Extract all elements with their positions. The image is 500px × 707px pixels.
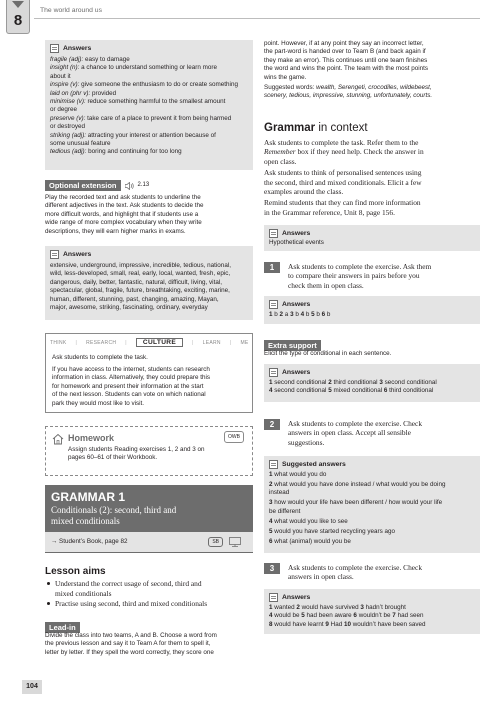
students-book-ref: → Student’s Book, page 82 <box>51 538 128 545</box>
answer-value: how would your life have been different / how would your life <box>274 499 443 507</box>
homework-line: Assign students Reading exercises 1, 2 and 3 on <box>68 446 205 453</box>
answers-definitions-panel <box>45 40 253 170</box>
answer-number: 2 <box>279 311 285 318</box>
answer-number: 3 <box>360 604 366 611</box>
answer-number: 4 <box>269 612 275 620</box>
exercise-2-line: suggestions. <box>288 437 325 447</box>
grammar-context-paragraph-3 <box>264 198 480 217</box>
tab-research: RESEARCH <box>86 339 117 346</box>
adjectives-list <box>50 262 248 312</box>
suggested-answer-line <box>269 481 475 489</box>
lead-in-continued-line: wins the game. <box>264 73 307 81</box>
answers-heading <box>269 460 475 469</box>
definition-text: easy to damage <box>85 56 130 63</box>
definition-row <box>50 98 248 106</box>
answers-heading <box>269 229 475 238</box>
audio-speaker-icon <box>125 182 134 190</box>
suggested-answer-line <box>269 518 475 526</box>
culture-line: for homework and present their information at the start <box>52 382 204 390</box>
exercise-1-number: 1 <box>264 262 280 273</box>
optional-extension-title: Optional extension <box>45 180 121 191</box>
exercise-2-line: Ask students to complete the exercise. Check <box>288 419 423 428</box>
definition-term: tedious (adj): <box>50 148 89 156</box>
answer-value: third conditional <box>389 387 434 395</box>
grammar-context-line-rest: box if they need help. Check the answer in <box>295 147 424 157</box>
culture-box <box>45 333 253 413</box>
answer-number: 4 <box>269 387 275 395</box>
lead-in-continued-line: the word and wins the point. The team with the most points <box>264 65 429 73</box>
answers-row <box>269 612 475 620</box>
exercise-2-number: 2 <box>264 419 280 430</box>
exercise-2-line: answers in open class. Accept all sensible <box>288 428 411 438</box>
presentation-icon <box>229 537 241 547</box>
answers-icon <box>50 44 59 53</box>
exercise-3-line: answers in open class. <box>288 572 354 582</box>
definition-term: striking (adj): <box>50 131 88 139</box>
answer-value: second conditional <box>384 379 437 386</box>
adjectives-line: major, awesome, striking, fascinating, ordinary, everyday <box>50 304 208 312</box>
answer-number: 1 <box>269 311 275 318</box>
exercise-1-text <box>288 262 431 290</box>
tab-culture: CULTURE <box>136 338 183 347</box>
lead-in-line: letter by letter. If they spell the word correctly, they score one <box>45 648 214 656</box>
exercise-3-number: 3 <box>264 563 280 574</box>
answer-value: second conditional <box>274 379 329 386</box>
answer-value: b <box>295 311 301 318</box>
answer-value: what would you have done instead / what would you be doing <box>274 481 446 488</box>
answer-value: would be <box>274 612 302 620</box>
tab-me: ME <box>240 339 249 346</box>
definition-row <box>50 81 248 89</box>
adjectives-line: dangerous, daily, better, fantastic, natural, difficult, living, vital, <box>50 278 222 286</box>
definition-text: a chance to understand something or learn more <box>81 64 217 72</box>
homework-line: pages 60–61 of their Workbook. <box>68 454 158 462</box>
answer-value: third conditional <box>333 379 380 386</box>
answer-number: 1 <box>269 471 275 478</box>
suggested-answer-line <box>269 538 475 546</box>
exercise-3-line: Ask students to complete the exercise. Check <box>288 563 423 572</box>
lead-in-continued-line: the part-word is handed over to Team B (and back again if <box>264 48 426 56</box>
answer-number: 10 <box>343 620 353 628</box>
definition-text: reduce something harmful to the smallest amount <box>87 98 226 106</box>
grammar-context-line: open class. <box>264 156 297 166</box>
answers-icon <box>50 250 59 259</box>
optional-extension-line: Play the recorded text and ask students to underline the <box>45 194 201 201</box>
adjectives-line: extensive, underground, impressive, incredible, tedious, national, <box>50 262 231 269</box>
culture-tabs: THINK | RESEARCH | CULTURE | LEARN | ME <box>50 339 249 346</box>
definition-row <box>50 140 248 148</box>
culture-line: information in class. Alternatively, they could prepare this <box>52 374 211 382</box>
header-divider <box>34 18 480 19</box>
answer-value: b <box>305 311 312 318</box>
grammar1-subtitle-2: mixed conditionals <box>51 516 120 526</box>
homework-text <box>68 446 205 463</box>
answers-title: Answers <box>63 251 92 258</box>
answers-ex1-panel <box>264 296 480 324</box>
definition-row <box>50 56 248 64</box>
answer-value: Had <box>330 620 344 628</box>
exercise-2-text <box>288 419 422 447</box>
answer-number: 2 <box>296 604 302 611</box>
answer-value: second conditional <box>274 387 329 395</box>
answer-value: b <box>274 311 280 318</box>
adjectives-line: spectacular, global, fragile, future, breathtaking, exciting, marine, <box>50 287 230 295</box>
exercise-1-line: to compare their answers in pairs before you <box>288 271 420 281</box>
culture-line: park they would most like to visit. <box>52 399 145 407</box>
tab-think: THINK <box>50 339 67 346</box>
grammar-context-line: Ask students to complete the task. Refer them to the <box>264 138 419 147</box>
answer-value: what would you like to see <box>274 517 348 525</box>
answers-heading <box>269 300 475 309</box>
answer-number: 5 <box>301 612 307 620</box>
answer-value: would have survived <box>301 604 361 611</box>
answers-hypothetical-text: Hypothetical events <box>269 239 324 246</box>
grammar-in-context-text <box>264 138 480 217</box>
lead-in-continued-text <box>264 40 478 82</box>
extra-support-title: Extra support <box>264 340 321 351</box>
answers-row <box>269 604 475 612</box>
grammar-context-paragraph-1 <box>264 138 480 166</box>
grammar-context-line <box>264 147 480 156</box>
answer-value: wanted <box>274 604 297 611</box>
suggested-answer-line <box>269 499 475 507</box>
definition-row <box>50 64 248 72</box>
lead-in-line: Divide the class into two teams, A and B. Choose a word from <box>45 632 217 639</box>
grammar-context-line: the second, third and mixed conditionals. Elicit a few <box>264 177 422 187</box>
grammar1-subtitle-1: Conditionals (2): second, third and <box>51 505 177 515</box>
grammar-in-context-bold: Grammar <box>264 122 316 134</box>
answer-value: would you have started recycling years ago <box>274 527 396 535</box>
definition-row <box>50 90 248 98</box>
answer-number: 1 <box>269 604 275 611</box>
house-icon <box>52 433 64 445</box>
students-book-ref-bar <box>45 532 253 552</box>
homework-title: Homework <box>68 433 115 443</box>
answer-number: 1 <box>269 379 275 386</box>
definition-text: about it <box>50 72 71 80</box>
lead-in-continued-line: they make an error). This continues until one team finishes <box>264 56 428 64</box>
owb-tag: OWB <box>224 431 244 443</box>
suggested-words-line-2: scenery, tedious, impressive, stunning, unfortunately, courts. <box>264 92 433 100</box>
definition-text: some unusual feature <box>50 140 111 148</box>
tab-learn: LEARN <box>202 339 221 346</box>
suggested-answer-item <box>269 518 475 526</box>
answers-heading <box>269 368 475 377</box>
suggested-words <box>264 84 478 101</box>
optional-extension-header <box>45 180 149 191</box>
answer-number: 6 <box>269 537 275 545</box>
answer-value: a <box>284 311 291 318</box>
culture-task: Ask students to complete the task. <box>52 354 148 361</box>
definition-row <box>50 123 248 131</box>
suggested-answer-line: be different <box>269 507 301 515</box>
answers-heading <box>50 250 248 259</box>
answer-number: 7 <box>392 612 398 620</box>
answers-hypothetical-panel <box>264 225 480 251</box>
grammar-in-context-rest: in context <box>318 122 368 134</box>
answers-heading <box>269 593 475 602</box>
answers-title: Answers <box>282 594 311 601</box>
definition-term: laid on (phr v): <box>50 89 92 97</box>
answers-ex3-list <box>269 604 475 629</box>
optional-extension-line: wide range of more complex vocabulary when they write <box>45 219 202 227</box>
answer-value: what (animal) would you be <box>274 537 351 545</box>
definition-text: boring and continuing for too long <box>88 148 182 156</box>
suggested-answer-line <box>269 528 475 536</box>
answer-number: 4 <box>300 311 306 318</box>
adjectives-line: human, different, stunning, past, changing, amazing, Mayan, <box>50 295 219 303</box>
lead-in-line: the previous lesson and say it to Team A for them to spell it, <box>45 640 211 648</box>
suggested-answer-line: instead <box>269 489 290 497</box>
adjectives-line: wild, less-developed, small, real, early, local, wanted, fresh, epic, <box>50 270 231 278</box>
definition-term: preserve (v): <box>50 114 88 122</box>
definition-row <box>50 132 248 140</box>
lead-in-continued-line: point. However, if at any point they say an incorrect letter, <box>264 40 424 47</box>
answer-value: b <box>326 311 331 318</box>
answer-number: 3 <box>379 379 385 386</box>
answers-conditional-list <box>269 379 475 396</box>
answers-icon <box>269 229 278 238</box>
definition-row <box>50 148 248 156</box>
suggested-answer-item <box>269 538 475 546</box>
answer-value: what would you do <box>274 471 327 478</box>
answer-value: hadn’t brought <box>365 604 406 611</box>
answers-ex3-panel <box>264 589 480 634</box>
unit-title: The world around us <box>40 7 102 14</box>
answer-number: 2 <box>269 481 275 488</box>
answer-value: had been aware <box>306 612 354 620</box>
definition-text: provided <box>92 89 117 97</box>
answers-ex1-list <box>269 311 475 319</box>
lesson-aim-2: Practise using second, third and mixed conditionals <box>45 599 255 609</box>
answers-row <box>269 387 475 395</box>
answers-icon <box>269 368 278 377</box>
definition-text: give someone the enthusiasm to do or create something <box>81 81 238 89</box>
answers-title: Answers <box>282 369 311 376</box>
answer-number: 2 <box>328 379 334 386</box>
answers-conditional-panel <box>264 364 480 402</box>
optional-extension-line: more difficult words, and highlight that if students use a <box>45 210 199 218</box>
exercise-3-text <box>288 563 422 582</box>
lesson-aim-1: Understand the correct usage of second, third and mixed conditionals <box>45 579 255 599</box>
answer-number: 6 <box>321 311 327 318</box>
suggested-answer-item <box>269 499 475 516</box>
definition-row <box>50 106 248 114</box>
homework-box <box>45 426 253 476</box>
definition-row <box>50 73 248 81</box>
grammar-context-line: Remind students that they can find more information <box>264 198 421 208</box>
suggested-words-label: Suggested words: <box>264 84 315 91</box>
answers-row <box>269 311 475 319</box>
answer-number: 6 <box>383 387 390 395</box>
definition-term: fragile (adj): <box>50 56 85 63</box>
answers-title: Answers <box>282 301 311 308</box>
definition-term: inspire (v): <box>50 81 82 89</box>
suggested-answer-item <box>269 471 475 479</box>
definition-term: insight (n): <box>50 64 82 72</box>
suggested-answers-panel <box>264 456 480 553</box>
unit-number: 8 <box>13 12 23 29</box>
answer-number: 9 <box>325 620 331 628</box>
grammar-context-paragraph-2 <box>264 168 480 196</box>
answers-row <box>269 379 475 387</box>
suggested-answer-item <box>269 481 475 498</box>
optional-extension-text <box>45 194 257 236</box>
lesson-aims-title: Lesson aims <box>45 566 106 577</box>
lead-in-text <box>45 632 257 657</box>
answers-icon <box>269 593 278 602</box>
grammar-context-line: Ask students to think of personalised sentences using <box>264 168 422 178</box>
lesson-aims-list <box>45 579 255 609</box>
optional-extension-line: descriptions, they will earn higher marks in exams. <box>45 227 186 235</box>
answers-adjectives-panel <box>45 246 253 320</box>
definition-term: minimise (v): <box>50 98 88 106</box>
grammar-context-line: in the Grammar reference, Unit 8, page 156. <box>264 207 395 217</box>
audio-track: 2.13 <box>137 182 150 189</box>
definition-text: take care of a place to prevent it from being harmed <box>87 114 232 122</box>
culture-line: If you have access to the internet, students can research <box>52 366 210 373</box>
definitions-list <box>50 56 248 157</box>
sb-tag: SB <box>208 537 223 547</box>
unit-tab <box>6 0 30 34</box>
answer-number: 5 <box>311 311 317 318</box>
answer-number: 4 <box>269 517 275 525</box>
remember-box-ref: Remember <box>264 147 296 157</box>
answer-value: wouldn’t have been saved <box>352 620 426 628</box>
optional-extension-line: different adjectives in the text. Ask students to decide the <box>45 202 204 210</box>
definition-row <box>50 115 248 123</box>
culture-line: of the next lesson. Students can vote on which national <box>52 391 206 399</box>
answers-row <box>269 621 475 629</box>
answer-value: had seen <box>397 612 424 620</box>
answer-value: would have learnt <box>274 620 326 628</box>
answer-number: 8 <box>269 620 275 628</box>
page-number: 104 <box>22 680 42 694</box>
answers-title: Answers <box>63 45 92 52</box>
answer-value: mixed conditional <box>333 387 384 395</box>
answers-icon <box>269 460 278 469</box>
triangle-icon <box>12 1 24 8</box>
suggested-answer-item <box>269 528 475 536</box>
definition-text: or destroyed <box>50 123 86 131</box>
answers-heading <box>50 44 248 53</box>
answer-value: wouldn’t be <box>358 612 393 620</box>
definition-text: or degree <box>50 106 77 114</box>
suggested-answers-title: Suggested answers <box>282 461 346 468</box>
culture-text <box>52 366 210 408</box>
suggested-answer-line <box>269 471 475 479</box>
answers-title: Answers <box>282 230 311 237</box>
exercise-1-line: Ask students to complete the exercise. Ask them <box>288 262 432 271</box>
extra-support-text: Elicit the type of conditional in each sentence. <box>264 350 392 357</box>
answer-number: 3 <box>269 499 275 507</box>
grammar1-title: GRAMMAR 1 <box>51 490 125 504</box>
exercise-1-line: check them in open class. <box>288 280 364 290</box>
lead-in-title: Lead-in <box>45 622 80 633</box>
suggested-answers-list <box>269 471 475 546</box>
definition-text: attracting your interest or attention because of <box>87 131 216 139</box>
answer-number: 6 <box>353 612 359 620</box>
answer-value: b <box>316 311 322 318</box>
grammar-context-line: examples around the class. <box>264 187 344 197</box>
grammar-in-context-heading <box>264 122 368 134</box>
answer-number: 3 <box>290 311 296 318</box>
answers-icon <box>269 300 278 309</box>
answer-number: 5 <box>269 527 275 535</box>
suggested-words-line-1: wealth, Serengeti, crocodiles, wildebeest, <box>316 84 432 91</box>
answer-number: 5 <box>328 387 334 395</box>
